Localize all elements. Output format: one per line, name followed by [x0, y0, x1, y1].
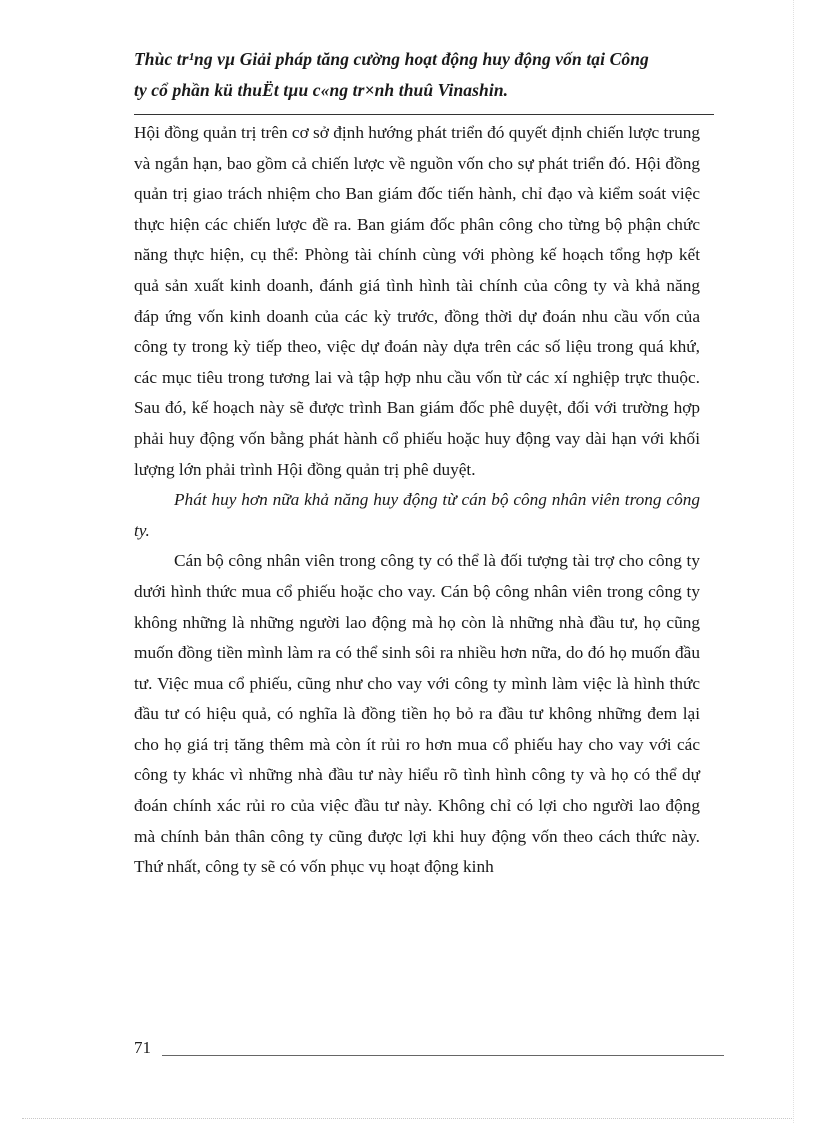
running-header	[134, 44, 714, 106]
page-footer	[134, 1036, 726, 1060]
header-title-line-1: Thùc tr¹ng vµ Giải pháp tăng cường hoạt động huy động vốn tại Công	[134, 49, 649, 69]
section-subheading: Phát huy hơn nữa khả năng huy động từ cán bộ công nhân viên trong công ty.	[134, 490, 700, 540]
page-right-edge	[793, 0, 794, 1123]
paragraph-board-strategy: Hội đồng quản trị trên cơ sở định hướng phát triển đó quyết định chiến lược trung và ngắn hạn, bao gồm cả chiến lược về nguồn vốn cho sự phát triển đó. Hội đồng quản trị giao trách nhiệm cho Ban giám đốc tiến hành, chỉ đạo và kiểm soát việc thực hiện các chiến lược đề ra. Ban giám đốc phân công cho từng bộ phận chức năng thực hiện, cụ thể: Phòng tài chính cùng với phòng kế hoạch tổng hợp kết quả sản xuất kinh doanh, đánh giá tình hình tài chính của công ty và khả năng đáp ứng vốn kinh doanh của các kỳ trước, đồng thời dự đoán nhu cầu vốn của công ty trong kỳ tiếp theo, việc dự đoán này dựa trên các số liệu trong quá khứ, các mục tiêu trong tương lai và tập hợp nhu cầu vốn từ các xí nghiệp trực thuộc. Sau đó, kế hoạch này sẽ được trình Ban giám đốc phê duyệt, đối với trường hợp phải huy động vốn bằng phát hành cổ phiếu hoặc huy động vay dài hạn với khối lượng lớn phải trình Hội đồng quản trị phê duyệt.	[134, 123, 700, 479]
page-number: 71	[134, 1038, 151, 1057]
footer-divider	[162, 1055, 724, 1056]
header-divider	[134, 114, 714, 115]
page-bottom-edge	[22, 1118, 794, 1119]
paragraph-employee-funding: Cán bộ công nhân viên trong công ty có thể là đối tượng tài trợ cho công ty dưới hình thức mua cổ phiếu hoặc cho vay. Cán bộ công nhân viên trong công ty không những là những người lao động mà họ còn là những nhà đầu tư, họ cũng muốn đồng tiền mình làm ra có thể sinh sôi ra nhiều hơn nữa, do đó họ muốn đầu tư. Việc mua cổ phiếu, cũng như cho vay với công ty mình làm việc là hình thức đầu tư có hiệu quả, có nghĩa là đồng tiền họ bỏ ra đầu tư không những đem lại cho họ giá trị tăng thêm mà còn ít rủi ro hơn mua cổ phiếu hay cho vay với các công ty khác vì những nhà đầu tư này hiểu rõ tình hình công ty và họ có thể dự đoán chính xác rủi ro của việc đầu tư này. Không chỉ có lợi cho người lao động mà chính bản thân công ty cũng được lợi khi huy động vốn theo cách thức này. Thứ nhất, công ty sẽ có vốn phục vụ hoạt động kinh	[134, 551, 700, 877]
header-title-line-2: ty cổ phần kü thuËt tµu c«ng tr×nh thuû Vinashin.	[134, 80, 509, 100]
document-body	[134, 118, 700, 883]
